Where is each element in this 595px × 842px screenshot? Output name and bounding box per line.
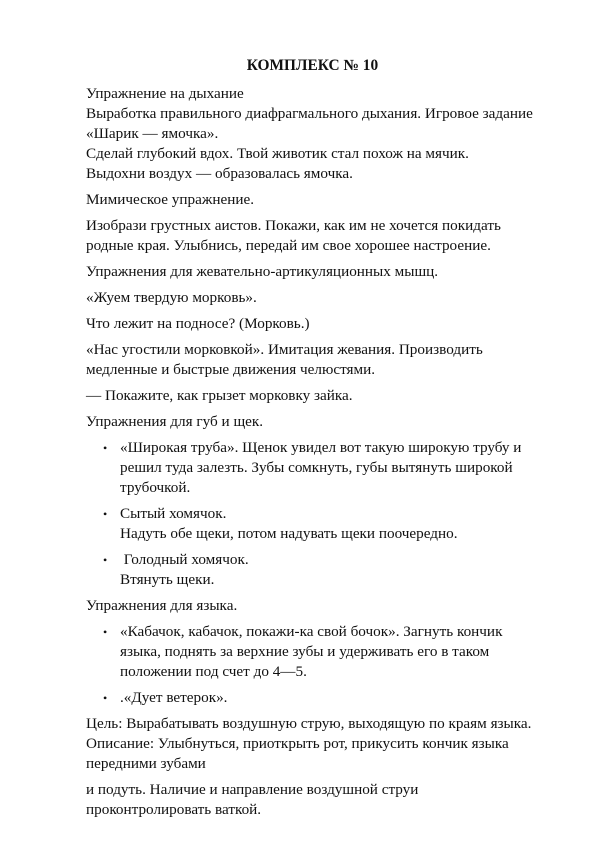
- chewing-text-1: «Нас угостили морковкой». Имитация жевания. Производить: [86, 341, 483, 358]
- tongue-description: [86, 734, 539, 774]
- mimic-text-1: Изобрази грустных аистов. Покажи, как им не хочется покидать: [86, 217, 501, 234]
- tongue-desc-2: передними зубами: [86, 755, 206, 772]
- tongue-desc-1: Описание: Улыбнуться, приоткрыть рот, прикусить кончик языка: [86, 735, 509, 752]
- lips-list: [86, 438, 539, 590]
- list-item: • .«Дует ветерок».: [86, 688, 539, 708]
- tongue-list: [86, 622, 539, 708]
- page-title: КОМПЛЕКС № 10: [246, 57, 379, 74]
- tongue-end-2: проконтролировать ваткой.: [86, 801, 262, 818]
- list-item: • «Кабачок, кабачок, покажи-ка свой бочок». Загнуть кончик языка, поднять за верхние зубы и удерживать его в таком положении под счет до 4—5.: [86, 622, 539, 682]
- chewing-heading: Упражнения для жевательно-артикуляционных мышц.: [86, 263, 439, 280]
- list-item: • Голодный хомячок. Втянуть щеки.: [86, 550, 539, 590]
- chewing-instructions: [86, 340, 539, 380]
- lips-heading: Упражнения для губ и щек.: [86, 413, 264, 430]
- chewing-hare: — Покажите, как грызет морковку зайка.: [86, 387, 353, 404]
- chewing-text-2: медленные и быстрые движения челюстями.: [86, 361, 376, 378]
- tongue-end-1: и подуть. Наличие и направление воздушной струи: [86, 781, 419, 798]
- chewing-quote: «Жуем твердую морковь».: [86, 289, 257, 306]
- list-item: • «Широкая труба». Щенок увидел вот такую широкую трубу и решил туда залезть. Зубы сомкнуть, губы вытянуть широкой трубочкой.: [86, 438, 539, 498]
- breathing-text-1: Выработка правильного диафрагмального дыхания. Игровое задание: [86, 105, 533, 122]
- mimic-text: [86, 216, 539, 256]
- mimic-text-2: родные края. Улыбнись, передай им свое хорошее настроение.: [86, 237, 491, 254]
- chewing-question: Что лежит на подносе? (Морковь.): [86, 315, 310, 332]
- mimic-heading: Мимическое упражнение.: [86, 191, 255, 208]
- tongue-goal: Цель: Вырабатывать воздушную струю, выходящую по краям языка.: [86, 715, 532, 732]
- tongue-heading: Упражнения для языка.: [86, 597, 238, 614]
- breathing-text-2: «Шарик — ямочка».: [86, 125, 219, 142]
- breathing-text-3: Сделай глубокий вдох. Твой животик стал похож на мячик.: [86, 145, 469, 162]
- breathing-heading: Упражнение на дыхание: [86, 85, 244, 102]
- breathing-text-4: Выдохни воздух — образовалась ямочка.: [86, 165, 353, 182]
- list-item: • Сытый хомячок. Надуть обе щеки, потом надувать щеки поочередно.: [86, 504, 539, 544]
